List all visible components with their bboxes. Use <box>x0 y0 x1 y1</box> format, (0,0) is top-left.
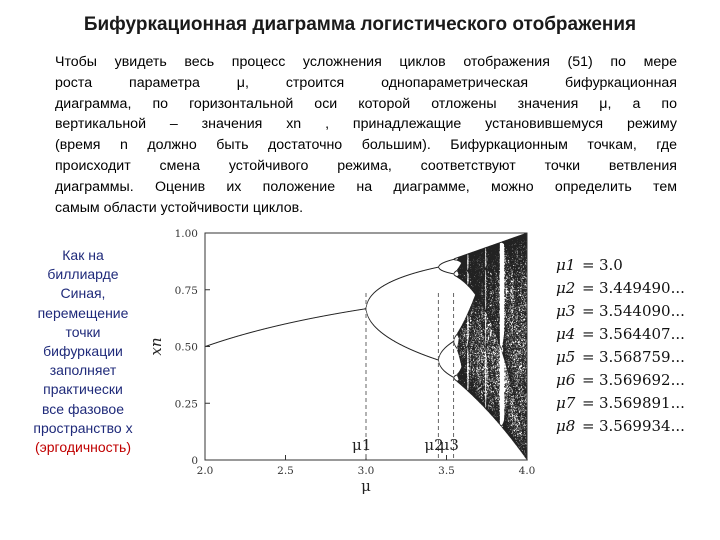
bifurcation-value-equals: = <box>582 302 595 320</box>
bifurcation-value-number: 3.449490... <box>599 279 685 297</box>
x-tick-label: 3.5 <box>438 465 455 477</box>
attractor-points <box>205 233 528 460</box>
x-tick-label: 2.0 <box>196 465 214 477</box>
bifurcation-value-name: μ7 <box>556 394 576 412</box>
intro-line: роста параметра μ, строится однопараметрическая бифуркационная <box>55 74 677 91</box>
bifurcation-value-equals: = <box>582 325 595 343</box>
side-note-line: пространство x <box>33 419 133 436</box>
side-note-line: точки <box>65 323 101 340</box>
side-note-line: все фазовое <box>41 400 124 417</box>
side-note-line: бифуркации <box>43 343 123 360</box>
intro-line: Чтобы увидеть весь процесс усложнения циклов отображения (51) по мере <box>55 54 677 70</box>
bifurcation-value-name: μ8 <box>556 417 576 435</box>
side-note-line: перемещение <box>37 304 129 321</box>
intro-line: самым области устойчивости циклов. <box>55 199 304 216</box>
bifurcation-value-equals: = <box>582 279 595 297</box>
side-note-line: Синая, <box>60 285 106 302</box>
x-tick-label: 3.0 <box>357 465 375 477</box>
x-axis-label: μ <box>361 477 371 495</box>
bifurcation-value-number: 3.569934... <box>599 417 685 435</box>
bifurcation-value-name: μ3 <box>556 302 576 320</box>
bifurcation-marker-label: μ3 <box>439 436 459 454</box>
bifurcation-marker-label: μ1 <box>352 436 372 454</box>
bifurcation-values-list <box>556 256 685 435</box>
bifurcation-value-equals: = <box>582 417 595 435</box>
side-note-line: заполняет <box>49 362 117 379</box>
intro-line: вертикальной – значения xn , принадлежащие установившемуся режиму <box>55 116 677 133</box>
y-tick-label: 0 <box>191 455 198 467</box>
bifurcation-value-number: 3.564407... <box>599 325 685 343</box>
bifurcation-value-name: μ1 <box>556 256 576 274</box>
y-tick-label: 1.00 <box>174 228 198 240</box>
intro-line: диаграмма, по горизонтальной оси которой отложены значения μ, а по <box>55 95 677 112</box>
x-tick-label: 4.0 <box>518 465 536 477</box>
bifurcation-value-equals: = <box>582 348 595 366</box>
bifurcation-value-number: 3.569692... <box>599 371 685 389</box>
bifurcation-value-name: μ6 <box>556 371 576 389</box>
bifurcation-value-name: μ2 <box>556 279 576 297</box>
bifurcation-value-number: 3.568759... <box>599 348 685 366</box>
y-tick-label: 0.50 <box>174 341 198 354</box>
side-note-line: биллиарде <box>47 266 119 283</box>
intro-line: диаграммы. Оценив их положение на диаграмме, можно определить тем <box>55 178 677 195</box>
plot-layer <box>205 233 528 460</box>
bifurcation-value-equals: = <box>582 371 595 389</box>
y-tick-label: 0.75 <box>174 284 198 297</box>
side-note-highlight: (эргодичность) <box>34 439 132 456</box>
bifurcation-value-equals: = <box>582 394 595 412</box>
bifurcation-value-name: μ5 <box>556 348 576 366</box>
bifurcation-value-number: 3.0 <box>599 256 623 274</box>
bifurcation-value-name: μ4 <box>556 325 576 343</box>
side-note-line: Как на <box>62 247 104 263</box>
bifurcation-value-number: 3.544090... <box>599 302 685 320</box>
slide-title: Бифуркационная диаграмма логистического отображения <box>83 14 637 35</box>
bifurcation-value-equals: = <box>582 256 595 274</box>
side-note-line: практически <box>43 381 123 398</box>
y-tick-label: 0.25 <box>174 398 198 411</box>
bifurcation-value-number: 3.569891... <box>599 394 685 412</box>
intro-line: (время n должно быть достаточно большим). Бифуркационным точкам, где <box>55 137 677 154</box>
x-tick-label: 2.5 <box>277 465 294 477</box>
intro-line: происходит смена устойчивого режима, соответствуют точки ветвления <box>55 157 677 174</box>
y-axis-label: xn <box>147 337 165 356</box>
bifurcation-marker-label: μ2 <box>424 436 444 454</box>
